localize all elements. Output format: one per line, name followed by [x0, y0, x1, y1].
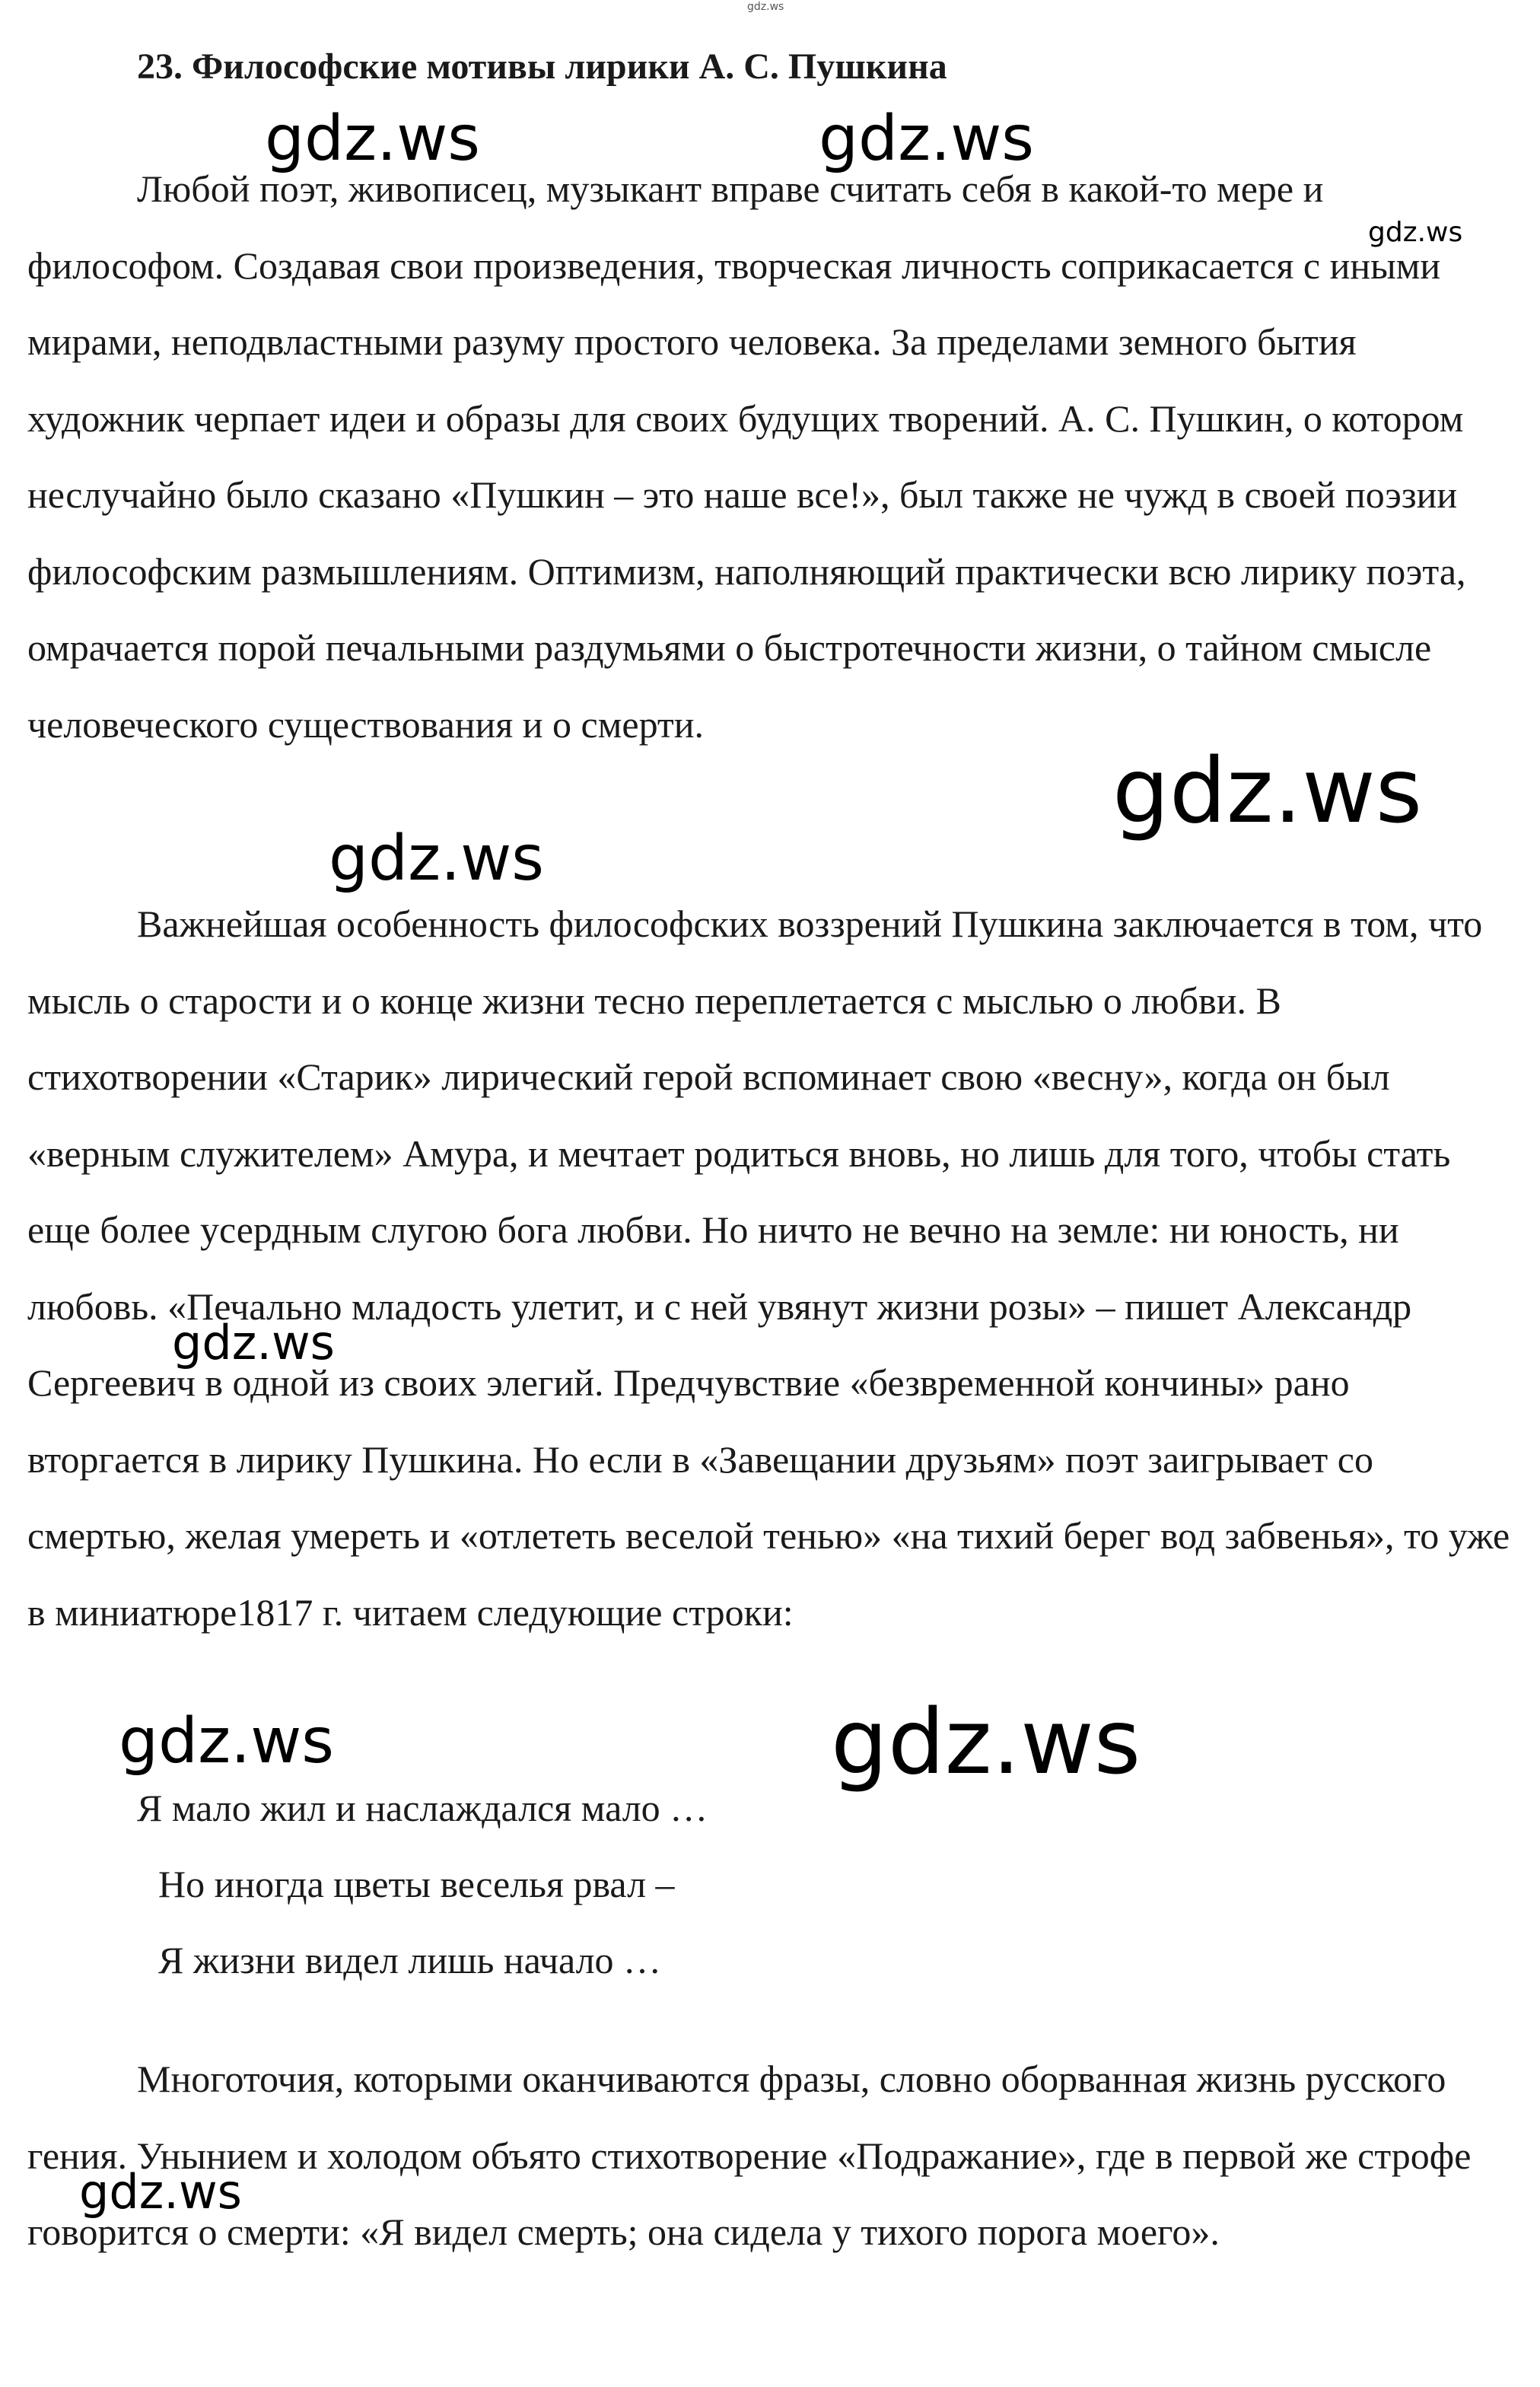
watermark-small: gdz.ws — [747, 1, 784, 13]
paragraph-text: Любой поэт, живописец, музыкант вправе считать себя в какой-то мере и философом. Создавая свои произведения, творческая личность соприкасается с иными мирами, неподвластными разуму простого человека. За пределами земного бытия художник черпает идеи и образы для своих будущих творений. А. С. Пушкин, о котором неслучайно было сказано «Пушкин – это наше все!», был также не чужд в своей поэзии философским размышлениям. Оптимизм, наполняющий практически всю лирику поэта, омрачается порой печальными раздумьями о быстротечности жизни, о тайном смысле человеческого существования и о смерти. — [27, 167, 1466, 746]
paragraph-3 — [27, 2041, 1519, 2271]
poem-excerpt — [137, 1770, 708, 1998]
watermark: gdz.ws — [819, 103, 1034, 175]
watermark: gdz.ws — [1112, 738, 1423, 843]
watermark: gdz.ws — [1368, 217, 1463, 248]
watermark: gdz.ws — [79, 2164, 242, 2220]
watermark: gdz.ws — [329, 823, 544, 895]
poem-line-3: Я жизни видел лишь начало … — [158, 1939, 662, 1981]
watermark: gdz.ws — [831, 1689, 1141, 1794]
paragraph-text: Важнейшая особенность философских воззрений Пушкина заключается в том, что мысль о старости и о конце жизни тесно переплетается с мыслью о любви. В стихотворении «Старик» лирический герой вспоминает свою «весну», когда он был «верным служителем» Амура, и мечтает родиться вновь, но лишь для того, чтобы стать еще более усердным слугою бога любви. Но ничто не вечно на земле: ни юность, ни любовь. «Печально младость улетит, и с ней увянут жизни розы» – пишет Александр Сергеевич в одной из своих элегий. Предчувствие «безвременной кончины» рано вторгается в лирику Пушкина. Но если в «Завещании друзьям» поэт заигрывает со смертью, желая умереть и «отлететь веселой тенью» «на тихий берег вод забвенья», то уже в миниатюре1817 г. читаем следующие строки: — [27, 902, 1510, 1634]
poem-line-1: Я мало жил и наслаждался мало … — [137, 1787, 708, 1829]
paragraph-text: Многоточия, которыми оканчиваются фразы, словно оборванная жизнь русского гения. Унынием и холодом объято стихотворение «Подражание», где в первой же строфе говорится о смерти: «Я видел смерть; она сидела у тихого порога моего». — [27, 2058, 1472, 2253]
page-title: 23. Философские мотивы лирики А. С. Пушкина — [137, 46, 947, 87]
paragraph-2 — [27, 886, 1519, 1650]
watermark: gdz.ws — [265, 103, 480, 175]
watermark: gdz.ws — [172, 1315, 335, 1370]
watermark: gdz.ws — [119, 1705, 334, 1778]
paragraph-1 — [27, 151, 1519, 762]
poem-line-2: Но иногда цветы веселья рвал – — [158, 1863, 675, 1905]
